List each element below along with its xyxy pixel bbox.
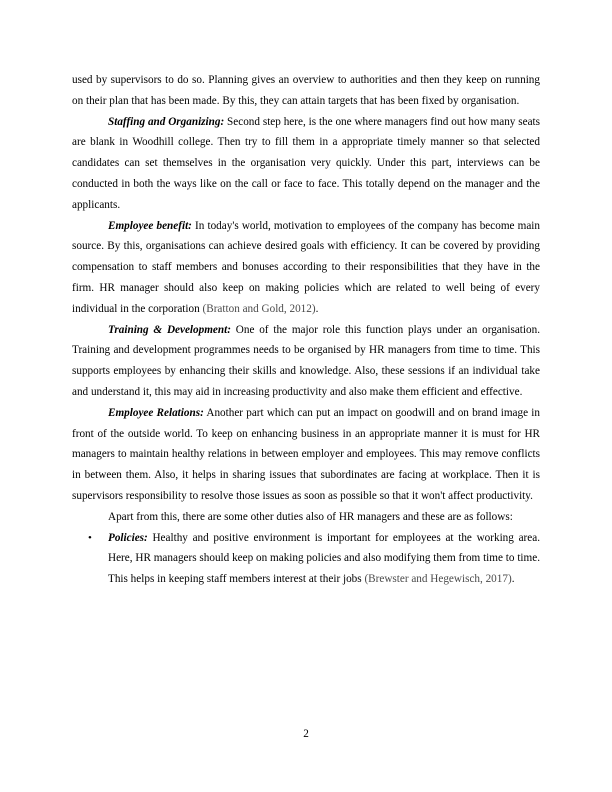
paragraph-text: Apart from this, there are some other duties also of HR managers and these are as follows: [108, 510, 513, 523]
paragraph-text: In today's world, motivation to employees of the company has become main source. By this, organisations can achieve desired goals with efficiency. It can be covered by providing compensation to staff members and bonuses according to their responsibilities that they have in the firm. HR manager should also keep on making policies which are related to well being of every individual in the corporation [72, 219, 540, 315]
citation: (Brewster and Hegewisch, 2017) [364, 573, 512, 586]
duties-list [72, 528, 540, 590]
section-heading-staffing: Staffing and Organizing: [108, 115, 225, 128]
paragraph-end: . [315, 302, 319, 315]
section-heading-training: Training & Development: [108, 323, 231, 336]
paragraph-employee-benefit [72, 216, 540, 320]
paragraph-staffing [72, 112, 540, 216]
section-heading-employee-relations: Employee Relations: [108, 406, 204, 419]
paragraph-text: Second step here, is the one where managers find out how many seats are blank in Woodhill college. Then try to fill them in a appropriate timely manner so that selected candidates can set themselves in the organisation very quickly. Under this part, interviews can be conducted in both the ways like on the call or face to face. This totally depend on the manager and the applicants. [72, 115, 540, 211]
paragraph-training [72, 320, 540, 403]
paragraph-text: One of the major role this function plays under an organisation. Training and development programmes needs to be organised by HR managers from time to time. This supports employees by enhancing their skills and knowledge. Also, these sessions if an individual take and understand it, this may aid in increasing productivity and also make them efficient and effective. [72, 323, 540, 398]
list-item-end: . [511, 573, 515, 586]
paragraph-employee-relations [72, 403, 540, 507]
paragraph-planning-continued [72, 70, 540, 112]
page-number: 2 [303, 728, 309, 740]
paragraph-other-duties [72, 507, 540, 528]
list-item-policies [72, 528, 540, 590]
list-item-text: Healthy and positive environment is important for employees at the working area. Here, HR managers should keep on making policies and also modifying them from time to time. This helps in keeping staff members interest at their jobs [108, 531, 540, 586]
list-item-heading: Policies: [108, 531, 148, 544]
section-heading-employee-benefit: Employee benefit: [108, 219, 192, 232]
document-body [72, 70, 540, 590]
paragraph-text: used by supervisors to do so. Planning gives an overview to authorities and then they keep on running on their plan that has been made. By this, they can attain targets that has been fixed by organisation. [72, 74, 540, 107]
paragraph-text: Another part which can put an impact on goodwill and on brand image in front of the outside world. To keep on enhancing business in an appropriate manner it is must for HR managers to maintain healthy relations in between employer and employees. This may remove conflicts in between them. Also, it helps in sharing issues that subordinates are facing at workplace. Then it is supervisors responsibility to resolve those issues as soon as possible so that it won't affect productivity. [72, 406, 540, 502]
citation: (Bratton and Gold, 2012) [202, 302, 316, 315]
bullet-icon: • [88, 531, 92, 544]
